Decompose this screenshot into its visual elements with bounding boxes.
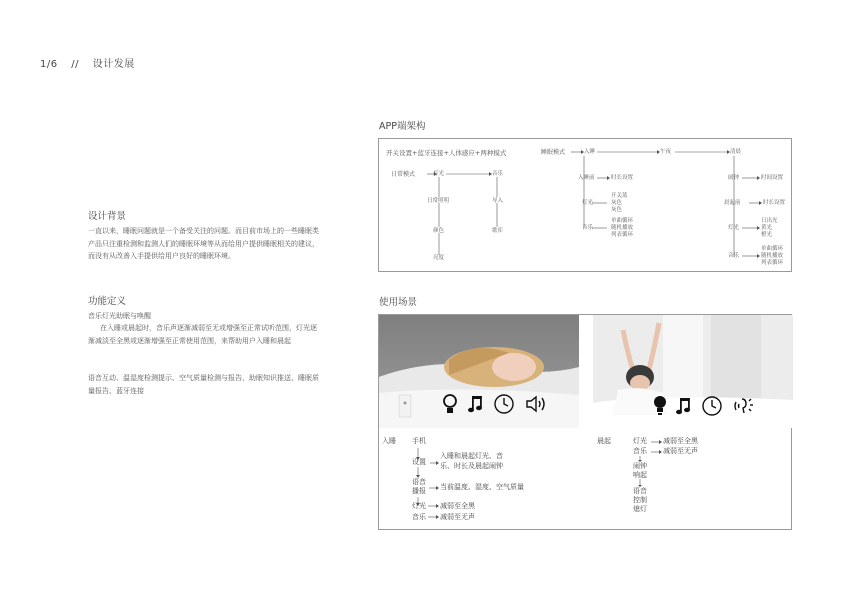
sleep-label: 入睡	[382, 437, 396, 445]
sleep-music-desc: 减弱至无声	[440, 513, 475, 521]
morning-music: 音乐	[728, 253, 740, 259]
morning-alarm: 闹钟	[728, 175, 740, 181]
sleep-mode-label: 睡眠模式	[541, 149, 566, 156]
daily-import: 导入	[492, 198, 504, 204]
function-title: 功能定义	[88, 296, 127, 307]
app-architecture-title: APP端架构	[379, 121, 426, 132]
morning-music-opt1: 单曲循环	[761, 246, 784, 252]
background-text: 一直以来，睡眠问题就是一个备受关注的问题。而目前市场上的一些睡眠类产品只注重检测和监测人们的睡眠环境等从而给用户提供睡眠相关的建议，而没有从改善入手提供给用户良好的睡眠环境。	[88, 227, 319, 260]
daily-bright: 日常照明	[427, 198, 450, 204]
midnight-label: 午夜	[660, 149, 672, 155]
morning-label: 清晨	[730, 149, 742, 155]
sleep-music-opt3: 列表循环	[611, 232, 634, 238]
morning-time-set: 时间设置	[761, 175, 784, 181]
wake-alarm1: 闹钟	[633, 462, 647, 470]
page-number: 1/6	[40, 59, 58, 70]
wake-voice3: 熄灯	[633, 505, 647, 513]
wake-light-desc: 减弱至全黑	[663, 437, 698, 445]
wake-voice2: 控制	[633, 496, 647, 504]
daily-mode-label: 日常模式	[391, 171, 416, 178]
morning-light-opt3: 橙光	[761, 232, 773, 238]
wake-music: 音乐	[633, 447, 647, 455]
sleep-light-desc: 减弱至全黑	[440, 502, 475, 510]
morning-light: 灯光	[728, 225, 740, 231]
sleep-light: 灯光	[412, 502, 426, 510]
scene-title: 使用场景	[379, 297, 418, 308]
wake-voice1: 语音	[633, 487, 647, 495]
morning-wake: 晨起前	[724, 200, 741, 206]
fall-asleep-label: 入睡	[584, 149, 596, 155]
function-text2: 语音互动、温湿度检测提示、空气质量检测与报告、助眠知识推送、睡眠质量报告、蓝牙连接	[88, 374, 319, 395]
morning-music-opt3: 列表循环	[761, 260, 784, 266]
morning-light-opt1: 日出光	[761, 218, 778, 224]
app-architecture-diagram	[378, 138, 792, 272]
sleep-music: 音乐	[582, 225, 594, 231]
daily-color: 颜色	[433, 228, 445, 234]
sleep-before: 入睡前	[578, 175, 595, 181]
sleep-setting-desc1: 入睡和晨起灯光、音	[440, 452, 503, 460]
scene-box	[378, 314, 792, 530]
sleep-music: 音乐	[412, 513, 426, 521]
sleep-setting-desc2: 乐、时长及晨起闹钟	[440, 462, 503, 470]
header-separator: //	[71, 59, 80, 70]
page-header	[40, 55, 145, 70]
function-line1: 音乐灯光助眠与唤醒	[88, 312, 151, 320]
daily-brightness: 亮度	[433, 255, 445, 261]
sleep-phone: 手机	[412, 437, 426, 445]
sleep-light-opt2: 灰色	[611, 200, 623, 206]
morning-music-opt2: 随机播放	[761, 253, 784, 259]
wake-alarm2: 响起	[633, 471, 647, 479]
wake-music-desc: 减弱至无声	[663, 447, 698, 455]
daily-light: 灯光	[433, 171, 445, 177]
wake-label: 晨起	[597, 437, 611, 445]
daily-song: 歌库	[492, 228, 504, 234]
page-title: 设计发展	[92, 59, 135, 70]
sleep-light-opt1: 开关蓝	[611, 193, 628, 199]
background-title: 设计背景	[88, 211, 127, 222]
scene-flow-lines	[379, 315, 793, 531]
sleep-setting: 设置	[412, 458, 426, 466]
app-top-label: 开关设置+蓝牙连接+人体感应+两种模式	[386, 149, 507, 157]
sleep-voice: 语音	[412, 478, 426, 486]
daily-music: 音乐	[492, 171, 504, 177]
sleep-light: 灯光	[582, 200, 594, 206]
sleep-music-opt1: 单曲循环	[611, 218, 634, 224]
sleep-voice-desc: 当前温度、湿度、空气质量	[440, 483, 524, 491]
morning-light-opt2: 黄光	[761, 225, 773, 231]
wake-light: 灯光	[633, 437, 647, 445]
sleep-broadcast: 播报	[412, 487, 426, 495]
function-text1: 在入睡或晨起时，音乐声逐渐减弱至无或增强至正常试听范围，灯光逐渐减淡至全黑或逐渐增强至正常使用范围，来帮助用户入睡和晨起	[88, 324, 317, 345]
sleep-duration: 时长设置	[611, 175, 634, 181]
sleep-light-opt3: 灰色	[611, 207, 623, 213]
sleep-music-opt2: 随机播放	[611, 225, 634, 231]
morning-duration: 时长设置	[763, 200, 786, 206]
